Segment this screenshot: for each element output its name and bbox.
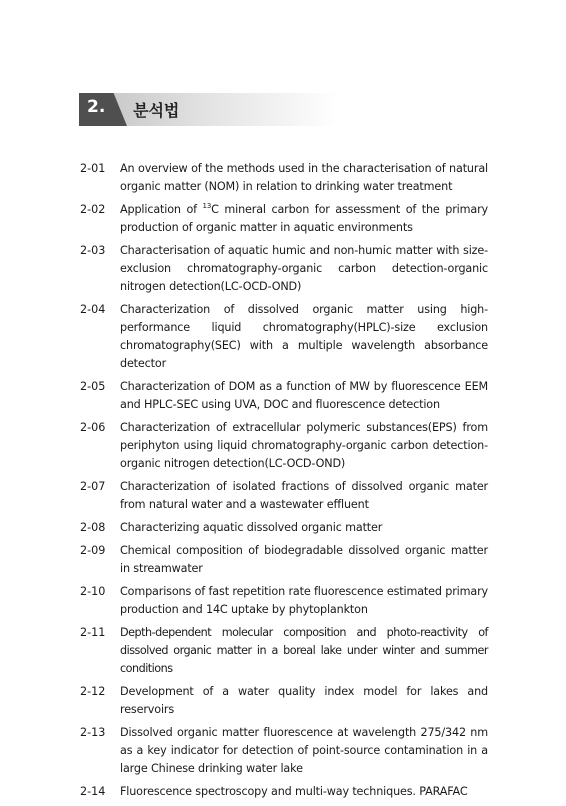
entry-code: 2-09	[80, 544, 106, 557]
list-item	[80, 160, 488, 196]
entry-code: 2-13	[80, 726, 106, 739]
section-title: 분석법	[133, 101, 180, 120]
entry-code: 2-07	[80, 480, 106, 493]
section-number: 2.	[87, 97, 106, 117]
list-item	[80, 683, 488, 719]
entry-code: 2-14	[80, 785, 106, 798]
entry-text: Comparisons of fast repetition rate fluorescence estimated primary production and 14C uptake by phytoplankton	[120, 585, 488, 616]
entry-code: 2-02	[80, 203, 106, 216]
entry-code: 2-12	[80, 685, 106, 698]
entry-text: Characterisation of aquatic humic and non-humic matter with size-exclusion chromatography-organic carbon detection-organic nitrogen detection(LC-OCD-OND)	[120, 244, 488, 293]
entry-code: 2-03	[80, 244, 106, 257]
section-header	[79, 93, 329, 126]
list-item	[80, 478, 488, 514]
entry-code: 2-11	[80, 626, 106, 639]
entry-text: Development of a water quality index model for lakes and reservoirs	[120, 685, 488, 716]
entry-text-prefix: Application of	[120, 203, 203, 216]
list-item	[80, 201, 488, 237]
entry-text: Characterization of isolated fractions of dissolved organic mater from natural water and a wastewater effluent	[120, 480, 488, 511]
list-item	[80, 301, 488, 373]
entry-text: Characterization of dissolved organic matter using high-performance liquid chromatography(HPLC)-size exclusion chromatography(SEC) with a multiple wavelength absorbance detector	[120, 303, 488, 370]
entry-code: 2-10	[80, 585, 106, 598]
list-item	[80, 624, 488, 678]
entry-text: Depth-dependent molecular composition and photo-reactivity of dissolved organic matter in a boreal lake under winter and summer conditions	[120, 626, 488, 675]
list-item	[80, 378, 488, 414]
entry-text: Characterizing aquatic dissolved organic matter	[120, 521, 383, 534]
list-item	[80, 242, 488, 296]
entry-text: Characterization of extracellular polymeric substances(EPS) from periphyton using liquid chromatography-organic carbon detection-organic nitrogen detection(LC-OCD-OND)	[120, 421, 488, 470]
list-item	[80, 583, 488, 619]
entry-code: 2-05	[80, 380, 106, 393]
entry-code: 2-06	[80, 421, 106, 434]
list-item	[80, 542, 488, 578]
entry-text: An overview of the methods used in the characterisation of natural organic matter (NOM) in relation to drinking water treatment	[120, 162, 488, 193]
entry-text	[120, 201, 488, 237]
entry-text: Dissolved organic matter fluorescence at wavelength 275/342 nm as a key indicator for detection of point-source contamination in a large Chinese drinking water lake	[120, 726, 488, 775]
list-item	[80, 519, 488, 537]
entry-text-superscript: 13	[202, 202, 212, 210]
list-item	[80, 419, 488, 473]
entry-text: Chemical composition of biodegradable dissolved organic matter in streamwater	[120, 544, 488, 575]
list-item	[80, 724, 488, 778]
entry-text: Fluorescence spectroscopy and multi-way techniques. PARAFAC	[120, 785, 468, 798]
entry-text-suffix: C mineral carbon for assessment of the primary production of organic matter in aquatic environments	[120, 203, 488, 234]
list-item	[80, 783, 488, 801]
reference-list	[80, 160, 488, 806]
entry-text: Characterization of DOM as a function of MW by fluorescence EEM and HPLC-SEC using UVA, DOC and fluorescence detection	[120, 380, 488, 411]
entry-code: 2-08	[80, 521, 106, 534]
entry-code: 2-01	[80, 162, 106, 175]
entry-code: 2-04	[80, 303, 106, 316]
